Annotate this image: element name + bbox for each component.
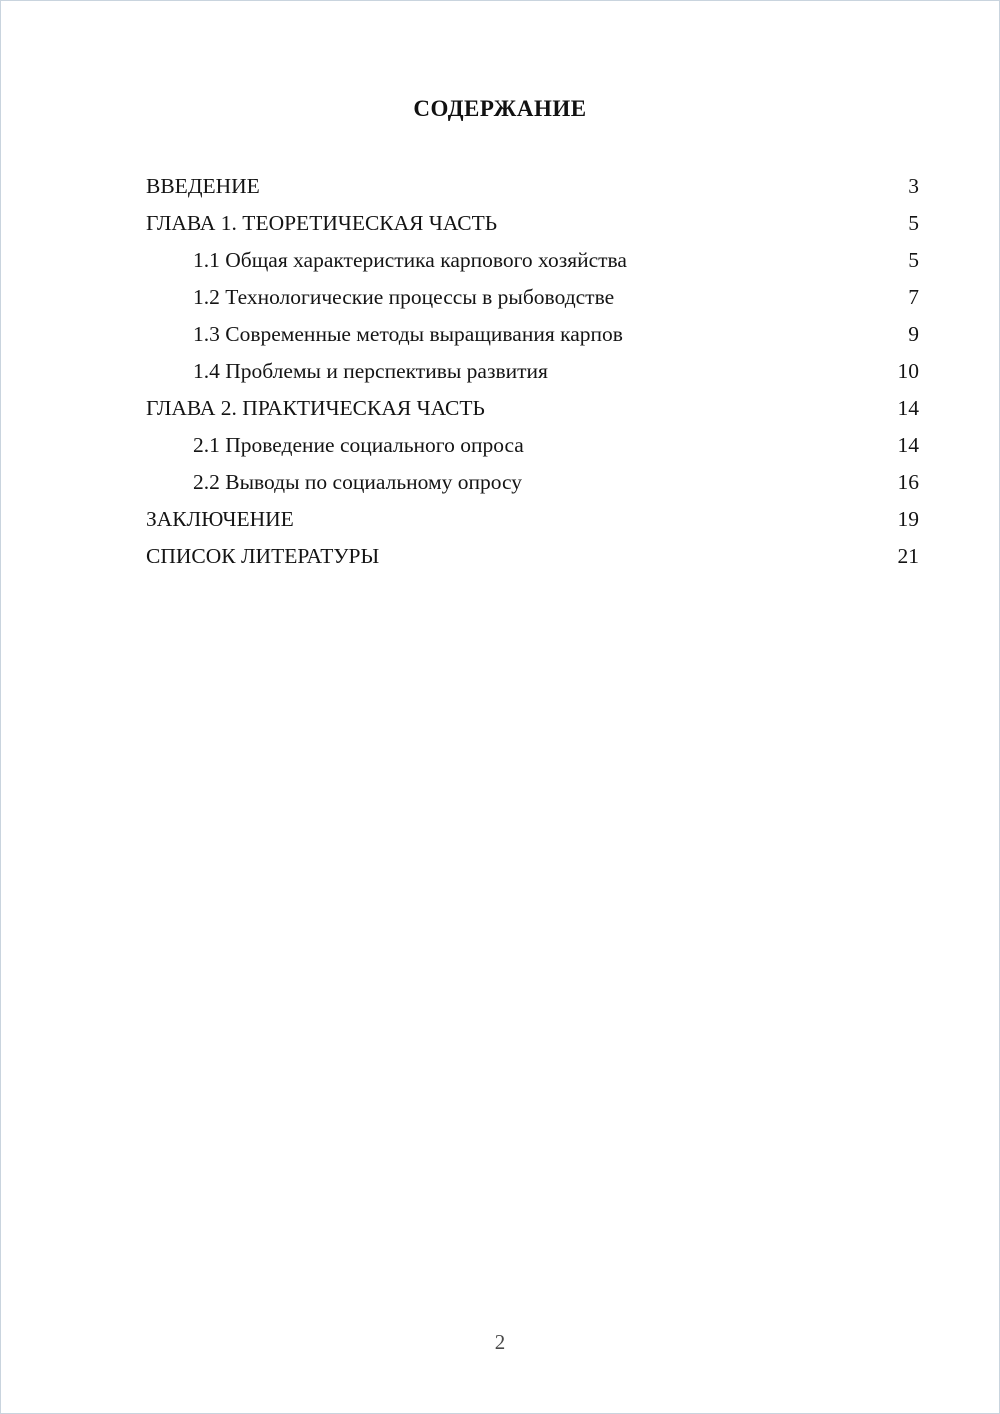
- toc-entry-label: ГЛАВА 1. ТЕОРЕТИЧЕСКАЯ ЧАСТЬ: [146, 211, 498, 235]
- toc-entry-label: ГЛАВА 2. ПРАКТИЧЕСКАЯ ЧАСТЬ: [146, 396, 485, 420]
- footer-page-number: 2: [494, 1330, 506, 1354]
- toc-entry-page: 5: [908, 211, 919, 235]
- toc-entry-page: 9: [908, 322, 919, 346]
- toc-entry: [146, 168, 919, 205]
- toc-entry-label: 1.1 Общая характеристика карпового хозяйства: [193, 248, 627, 272]
- toc-entry: [146, 242, 919, 279]
- toc-entry: [146, 538, 919, 575]
- page-title: СОДЕРЖАНИЕ: [413, 96, 587, 121]
- toc-entry-label: 1.3 Современные методы выращивания карпов: [193, 322, 623, 346]
- toc-entry: [146, 501, 919, 538]
- toc-entry-page: 21: [897, 544, 919, 568]
- toc-entry-page: 14: [897, 396, 919, 420]
- toc-entry-label: 1.2 Технологические процессы в рыбоводстве: [193, 285, 615, 309]
- table-of-contents: [146, 168, 919, 575]
- toc-entry: [146, 353, 919, 390]
- toc-entry: [146, 205, 919, 242]
- toc-entry: [146, 427, 919, 464]
- toc-entry-label: СПИСОК ЛИТЕРАТУРЫ: [146, 544, 380, 568]
- toc-entry-page: 5: [908, 248, 919, 272]
- toc-entry: [146, 390, 919, 427]
- toc-entry: [146, 316, 919, 353]
- toc-entry-label: ЗАКЛЮЧЕНИЕ: [146, 507, 294, 531]
- toc-entry-label: 2.2 Выводы по социальному опросу: [193, 470, 523, 494]
- toc-entry-page: 10: [897, 359, 919, 383]
- toc-entry-label: 2.1 Проведение социального опроса: [193, 433, 524, 457]
- toc-entry-label: 1.4 Проблемы и перспективы развития: [193, 359, 548, 383]
- toc-entry-page: 7: [908, 285, 919, 309]
- toc-entry: [146, 279, 919, 316]
- toc-entry: [146, 464, 919, 501]
- toc-entry-label: ВВЕДЕНИЕ: [146, 174, 260, 198]
- toc-entry-page: 16: [897, 470, 919, 494]
- toc-entry-page: 3: [908, 174, 919, 198]
- toc-entry-page: 19: [897, 507, 919, 531]
- toc-entry-page: 14: [897, 433, 919, 457]
